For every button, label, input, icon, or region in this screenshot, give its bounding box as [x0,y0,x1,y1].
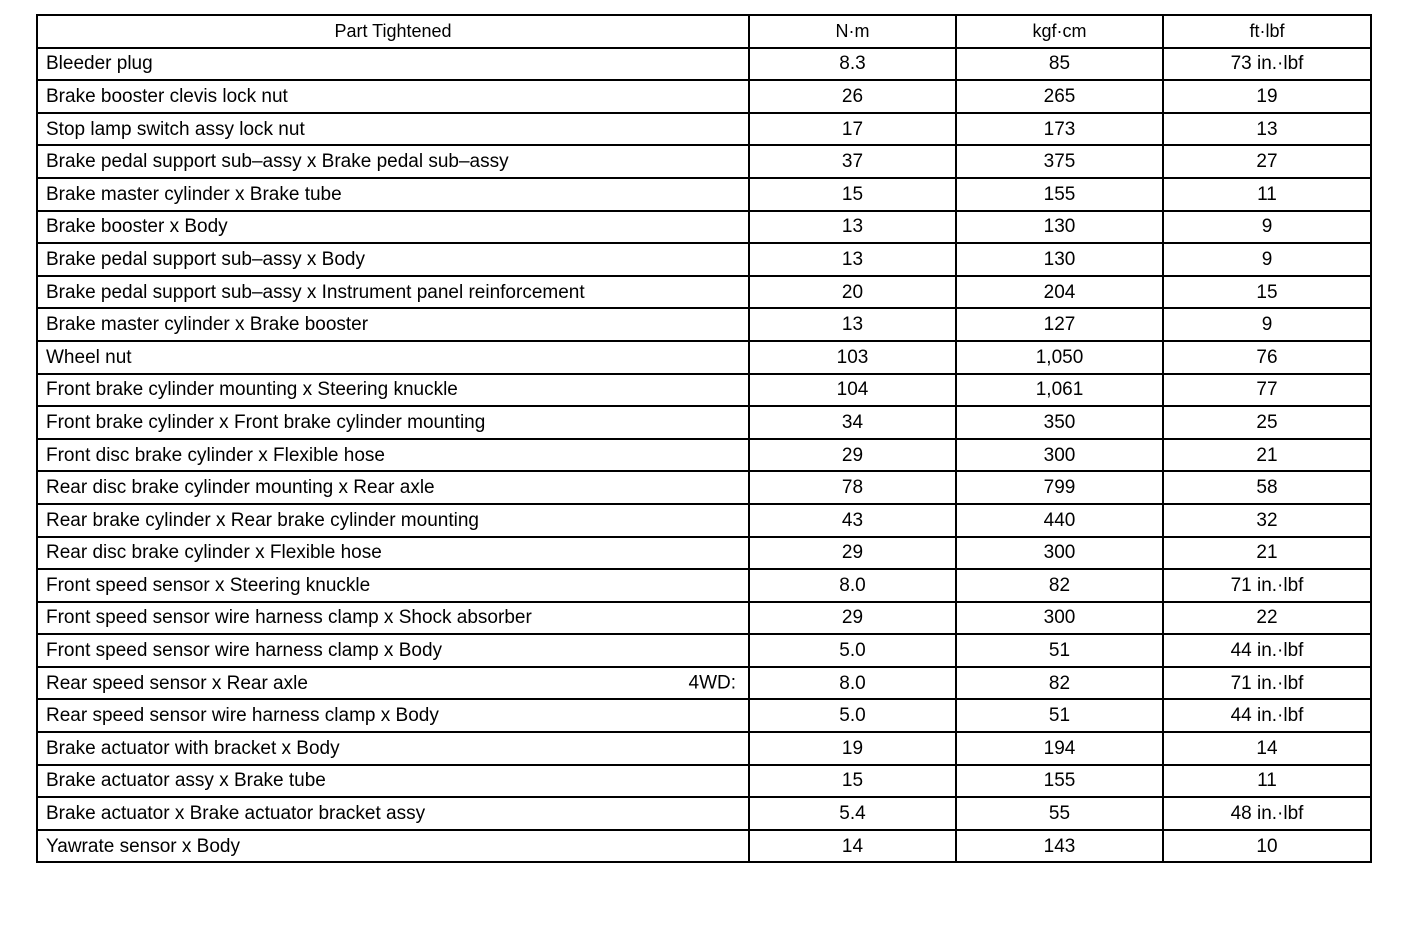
nm-cell: 34 [749,406,956,439]
kgf-cm-cell: 51 [956,634,1163,667]
nm-cell: 8.0 [749,569,956,602]
ft-lbf-cell: 11 [1163,178,1371,211]
ft-lbf-cell: 27 [1163,145,1371,178]
table-header-row [37,15,1371,48]
part-name: Brake master cylinder x Brake booster [46,314,369,336]
table-row [37,569,1371,602]
ft-lbf-cell: 19 [1163,80,1371,113]
nm-cell: 15 [749,765,956,798]
part-name: Brake actuator x Brake actuator bracket assy [46,803,426,825]
kgf-cm-cell: 55 [956,797,1163,830]
table-row [37,797,1371,830]
part-name: Front brake cylinder x Front brake cylinder mounting [46,411,486,433]
nm-cell: 5.4 [749,797,956,830]
table-row [37,341,1371,374]
kgf-cm-cell: 204 [956,276,1163,309]
part-cell [37,80,749,113]
ft-lbf-cell: 73 in.·lbf [1163,48,1371,81]
part-name: Front speed sensor wire harness clamp x Body [46,640,443,662]
part-name: Front speed sensor x Steering knuckle [46,574,371,596]
part-name: Brake booster x Body [46,216,228,238]
part-cell [37,374,749,407]
part-cell [37,765,749,798]
nm-cell: 29 [749,439,956,472]
nm-cell: 8.3 [749,48,956,81]
table-row [37,243,1371,276]
table-row [37,178,1371,211]
kgf-cm-cell: 85 [956,48,1163,81]
nm-cell: 43 [749,504,956,537]
part-cell [37,341,749,374]
nm-cell: 13 [749,211,956,244]
part-cell [37,732,749,765]
part-name: Brake pedal support sub–assy x Body [46,248,365,270]
part-cell [37,797,749,830]
part-cell [37,406,749,439]
part-cell [37,243,749,276]
table-row [37,145,1371,178]
header-part-tightened: Part Tightened [37,15,749,48]
nm-cell: 8.0 [749,667,956,700]
kgf-cm-cell: 1,050 [956,341,1163,374]
ft-lbf-cell: 48 in.·lbf [1163,797,1371,830]
kgf-cm-cell: 300 [956,439,1163,472]
part-cell [37,634,749,667]
nm-cell: 5.0 [749,634,956,667]
part-name: Bleeder plug [46,53,153,75]
ft-lbf-cell: 14 [1163,732,1371,765]
header-ft-lbf: ft·lbf [1163,15,1371,48]
part-cell [37,113,749,146]
part-cell [37,504,749,537]
part-cell [37,276,749,309]
kgf-cm-cell: 350 [956,406,1163,439]
part-cell [37,830,749,863]
part-name: Rear disc brake cylinder x Flexible hose [46,542,382,564]
part-name: Rear speed sensor x Rear axle [46,672,308,694]
kgf-cm-cell: 440 [956,504,1163,537]
table-row [37,830,1371,863]
torque-spec-table-container [36,14,1370,863]
table-row [37,439,1371,472]
part-name: Front speed sensor wire harness clamp x Shock absorber [46,607,532,629]
table-row [37,699,1371,732]
kgf-cm-cell: 173 [956,113,1163,146]
part-cell [37,569,749,602]
kgf-cm-cell: 130 [956,211,1163,244]
part-cell [37,699,749,732]
ft-lbf-cell: 71 in.·lbf [1163,667,1371,700]
ft-lbf-cell: 44 in.·lbf [1163,634,1371,667]
kgf-cm-cell: 265 [956,80,1163,113]
part-name: Brake pedal support sub–assy x Brake pedal sub–assy [46,151,509,173]
part-cell [37,145,749,178]
part-name: Rear brake cylinder x Rear brake cylinder mounting [46,509,479,531]
ft-lbf-cell: 21 [1163,439,1371,472]
kgf-cm-cell: 300 [956,537,1163,570]
part-name: Brake actuator with bracket x Body [46,737,340,759]
ft-lbf-cell: 13 [1163,113,1371,146]
torque-spec-table [36,14,1372,863]
ft-lbf-cell: 58 [1163,471,1371,504]
table-row [37,406,1371,439]
table-body [37,48,1371,863]
part-name: Yawrate sensor x Body [46,835,240,857]
nm-cell: 104 [749,374,956,407]
part-name: Front brake cylinder mounting x Steering knuckle [46,379,458,401]
part-name: Brake pedal support sub–assy x Instrument panel reinforcement [46,281,585,303]
nm-cell: 13 [749,243,956,276]
part-cell [37,537,749,570]
ft-lbf-cell: 15 [1163,276,1371,309]
nm-cell: 29 [749,602,956,635]
part-name: Brake master cylinder x Brake tube [46,183,342,205]
kgf-cm-cell: 127 [956,308,1163,341]
part-name: Stop lamp switch assy lock nut [46,118,305,140]
part-cell [37,602,749,635]
nm-cell: 78 [749,471,956,504]
ft-lbf-cell: 32 [1163,504,1371,537]
table-row [37,471,1371,504]
table-row [37,634,1371,667]
kgf-cm-cell: 130 [956,243,1163,276]
ft-lbf-cell: 22 [1163,602,1371,635]
part-cell [37,211,749,244]
header-kgf-cm: kgf·cm [956,15,1163,48]
table-row [37,308,1371,341]
table-row [37,765,1371,798]
kgf-cm-cell: 155 [956,178,1163,211]
ft-lbf-cell: 10 [1163,830,1371,863]
ft-lbf-cell: 9 [1163,308,1371,341]
nm-cell: 29 [749,537,956,570]
kgf-cm-cell: 194 [956,732,1163,765]
table-row [37,732,1371,765]
nm-cell: 5.0 [749,699,956,732]
ft-lbf-cell: 76 [1163,341,1371,374]
ft-lbf-cell: 77 [1163,374,1371,407]
kgf-cm-cell: 300 [956,602,1163,635]
nm-cell: 20 [749,276,956,309]
kgf-cm-cell: 143 [956,830,1163,863]
table-row [37,113,1371,146]
kgf-cm-cell: 1,061 [956,374,1163,407]
nm-cell: 19 [749,732,956,765]
part-cell [37,439,749,472]
table-row [37,374,1371,407]
nm-cell: 37 [749,145,956,178]
part-name: Brake actuator assy x Brake tube [46,770,326,792]
kgf-cm-cell: 799 [956,471,1163,504]
part-cell [37,667,749,700]
kgf-cm-cell: 82 [956,569,1163,602]
table-row [37,602,1371,635]
kgf-cm-cell: 82 [956,667,1163,700]
kgf-cm-cell: 155 [956,765,1163,798]
part-cell [37,471,749,504]
part-name: Rear disc brake cylinder mounting x Rear axle [46,477,435,499]
table-row [37,48,1371,81]
nm-cell: 103 [749,341,956,374]
table-row [37,667,1371,700]
table-row [37,504,1371,537]
part-cell [37,178,749,211]
nm-cell: 13 [749,308,956,341]
ft-lbf-cell: 44 in.·lbf [1163,699,1371,732]
kgf-cm-cell: 375 [956,145,1163,178]
kgf-cm-cell: 51 [956,699,1163,732]
ft-lbf-cell: 9 [1163,243,1371,276]
table-row [37,276,1371,309]
ft-lbf-cell: 71 in.·lbf [1163,569,1371,602]
nm-cell: 26 [749,80,956,113]
part-name: Brake booster clevis lock nut [46,85,288,107]
nm-cell: 14 [749,830,956,863]
part-cell [37,48,749,81]
part-cell [37,308,749,341]
header-nm: N·m [749,15,956,48]
ft-lbf-cell: 9 [1163,211,1371,244]
table-row [37,211,1371,244]
ft-lbf-cell: 25 [1163,406,1371,439]
part-name: Wheel nut [46,346,132,368]
part-name: Front disc brake cylinder x Flexible hose [46,444,385,466]
ft-lbf-cell: 21 [1163,537,1371,570]
table-row [37,537,1371,570]
table-row [37,80,1371,113]
nm-cell: 17 [749,113,956,146]
ft-lbf-cell: 11 [1163,765,1371,798]
part-name: Rear speed sensor wire harness clamp x Body [46,705,439,727]
nm-cell: 15 [749,178,956,211]
part-note: 4WD: [688,672,736,694]
